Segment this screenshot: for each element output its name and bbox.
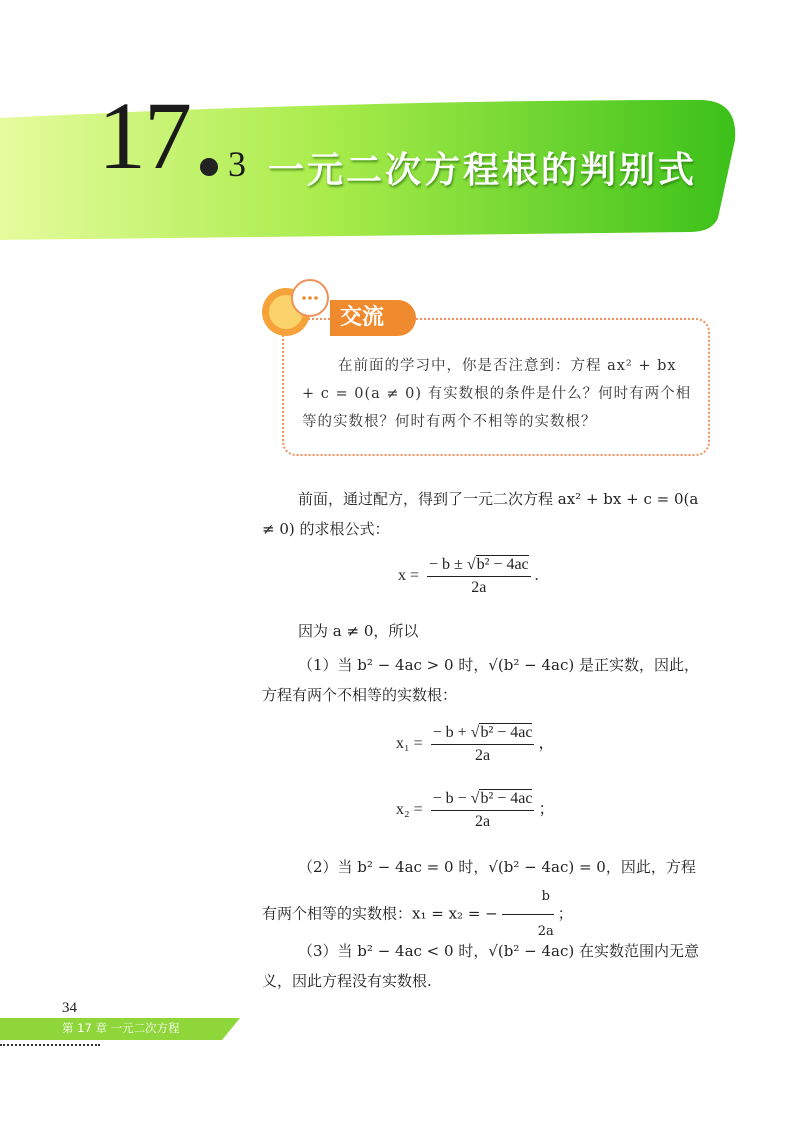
formula-fraction: $\frac{\text{− b ± √b² − 4ac}}{2a}$	[429, 556, 529, 596]
case-1: （1）当 b² − 4ac > 0 时，√(b² − 4ac) 是正实数，因此，方程有两个不相等的实数根：	[262, 656, 699, 704]
case-2	[262, 852, 708, 947]
x2-fraction: $\frac{\text{− b − √b² − 4ac}}{2a}$	[432, 790, 533, 830]
x1-den: 2a	[474, 747, 491, 764]
formula-radicand: b² − 4ac	[476, 556, 529, 573]
formula-end: .	[534, 567, 539, 585]
formula-num-prefix: − b ±	[429, 556, 463, 573]
x1-lhs: x₁ =	[396, 735, 423, 753]
case-2-den: 2a	[537, 924, 554, 939]
discussion-paragraph: 在前面的学习中，你是否注意到：方程 ax² + bx + c = 0(a ≠ 0) 有实数根的条件是什么？何时有两个相等的实数根？何时有两个不相等的实数根？	[302, 358, 692, 430]
page-number: 34	[62, 1000, 77, 1016]
case-2-end: ；	[557, 904, 573, 923]
chapter-dot	[200, 158, 218, 176]
x1-num-prefix: − b +	[432, 724, 467, 741]
formula-den: 2a	[471, 579, 487, 596]
x1-radicand: b² − 4ac	[480, 724, 533, 741]
footer-dots	[0, 1044, 100, 1046]
chapter-number: 17	[98, 82, 190, 189]
section-title: 一元二次方程根的判别式	[268, 150, 698, 191]
case-2-num: b	[502, 882, 554, 915]
x2-radicand: b² − 4ac	[480, 790, 533, 807]
quadratic-formula	[398, 556, 539, 597]
x1-end: ，	[538, 735, 555, 753]
intro-paragraph: 前面，通过配方，得到了一元二次方程 ax² + bx + c = 0(a ≠ 0) 的求根公式：	[262, 490, 699, 538]
section-number: 3	[228, 144, 246, 184]
x2-lhs: x₂ =	[396, 801, 423, 819]
case-2-text: （2）当 b² − 4ac = 0 时，√(b² − 4ac) = 0，因此，方程有两个相等的实数根：x₁ = x₂ = −	[262, 858, 696, 923]
x2-num-prefix: − b −	[432, 790, 467, 807]
since-line: 因为 a ≠ 0，所以	[298, 622, 419, 640]
root-x1-formula	[396, 724, 554, 765]
footer-chapter-label: 第 17 章 一元二次方程	[62, 1021, 180, 1035]
case-3: （3）当 b² − 4ac < 0 时，√(b² − 4ac) 在实数范围内无意义，因此方程没有实数根.	[262, 942, 699, 990]
x2-end: ；	[538, 801, 555, 819]
discussion-tag: 交流	[330, 300, 416, 336]
x2-den: 2a	[474, 813, 491, 830]
x1-fraction: $\frac{\text{− b + √b² − 4ac}}{2a}$	[432, 724, 533, 764]
discussion-text	[302, 352, 694, 436]
root-x2-formula	[396, 790, 554, 831]
formula-lhs: x =	[398, 567, 420, 585]
